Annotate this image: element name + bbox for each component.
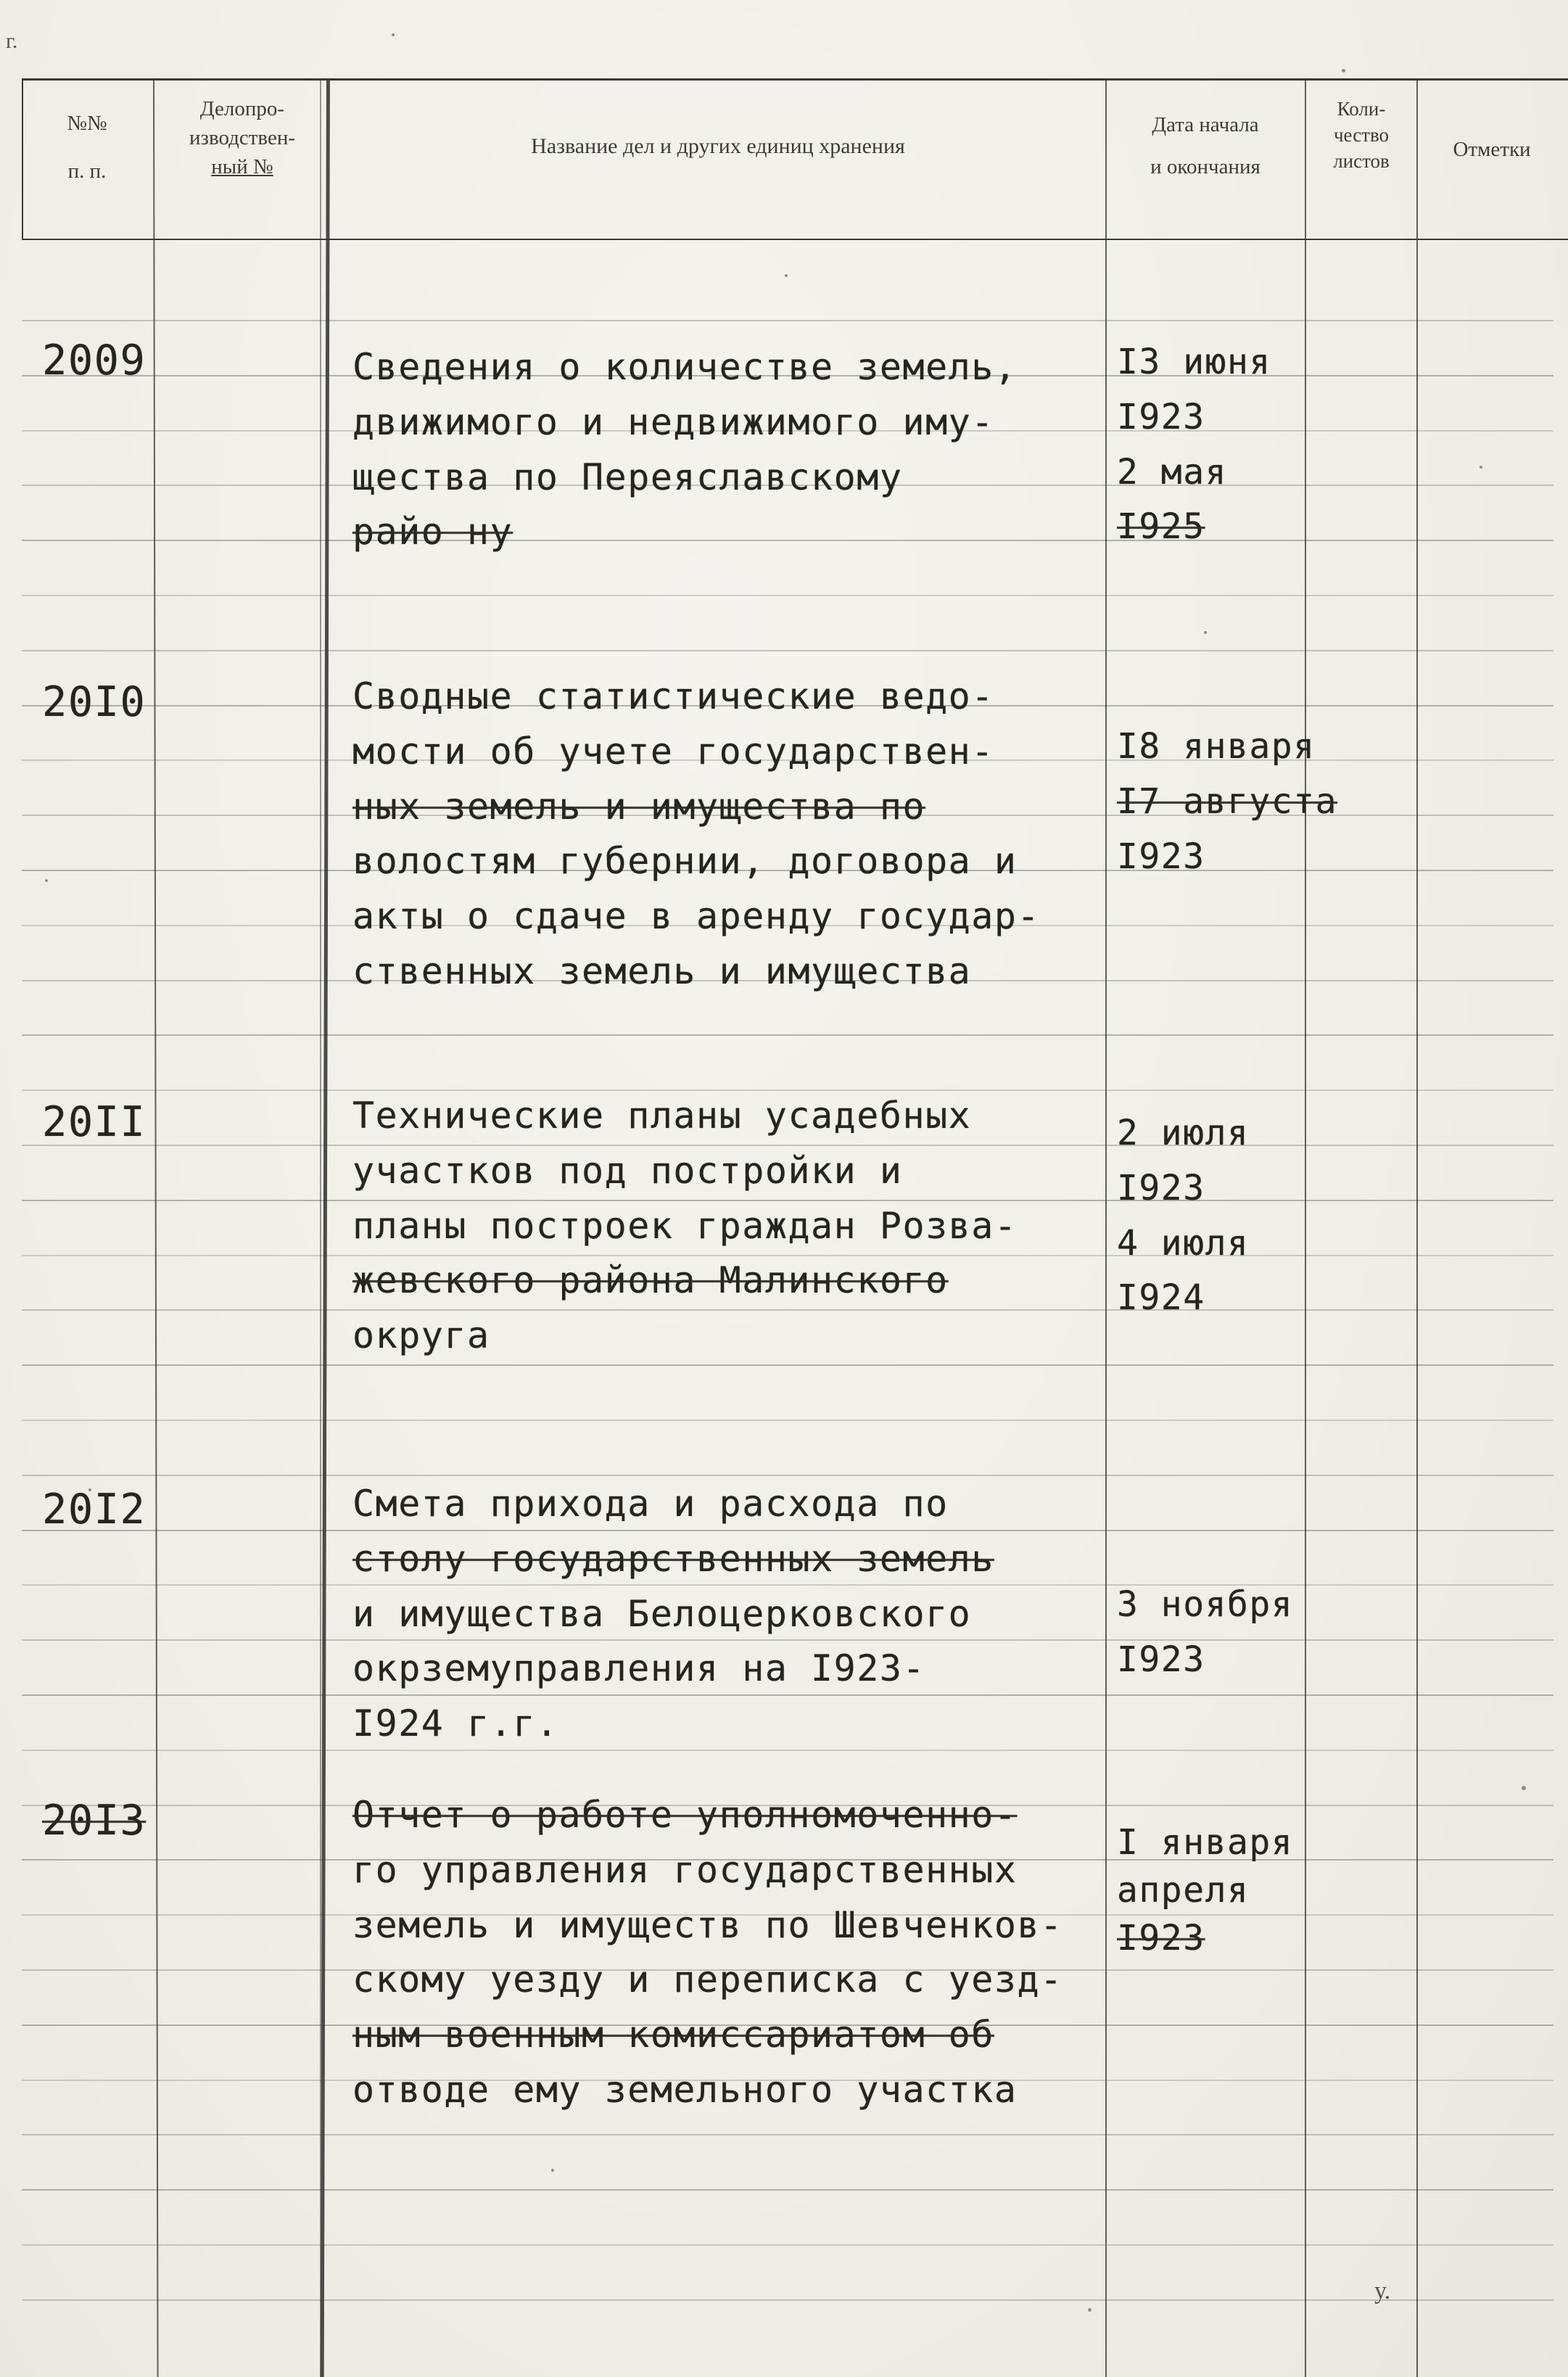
- ruled-line: [22, 2244, 1553, 2246]
- entry-title-line: Сводные статистические ведо-: [352, 675, 994, 717]
- paper-speck: [45, 879, 48, 882]
- entry-number: 2009: [42, 337, 147, 384]
- header-text: и окончания: [1150, 155, 1260, 178]
- entry-title-line: щества по Переяславскому: [352, 456, 903, 498]
- paper-speck: [1204, 631, 1207, 634]
- entry-title-line: I924 г.г.: [352, 1702, 559, 1745]
- header-text: Название дел и других единиц хранения: [531, 134, 905, 158]
- ruled-line: [22, 1034, 1553, 1036]
- header-bottom-border: [22, 239, 1568, 240]
- entry-title-line: ных земель и имущества по: [352, 785, 926, 828]
- header-col-dates: [1113, 110, 1298, 181]
- entry-title-line: райо ну: [352, 511, 513, 553]
- stray-mark-bottom-right: у.: [1374, 2278, 1391, 2304]
- entry-title-line: округа: [352, 1314, 490, 1357]
- entry-number: 20II: [42, 1098, 147, 1146]
- ruled-line: [22, 2134, 1553, 2135]
- entry-title-line: Смета прихода и расхода по: [352, 1483, 949, 1525]
- header-text: Дата начала: [1152, 113, 1259, 136]
- entry-date-line: I924: [1117, 1277, 1205, 1319]
- entry-date-line: I923: [1117, 1639, 1205, 1680]
- header-text: чество: [1333, 124, 1390, 146]
- entry-date-line: 2 мая: [1117, 451, 1227, 493]
- ruled-line: [22, 595, 1553, 596]
- entry-title-line: Отчет о работе уполномоченно-: [352, 1794, 1018, 1836]
- paper-speck: [1522, 1786, 1526, 1790]
- header-text: п. п.: [67, 160, 107, 183]
- header-text: Делопро-: [199, 97, 285, 120]
- entry-title-line: земель и имуществ по Шевченков-: [352, 1903, 1063, 1946]
- entry-date-line: I3 июня: [1117, 342, 1271, 382]
- entry-title-line: ным военным комиссариатом об: [352, 2014, 994, 2056]
- ruled-line: [22, 1420, 1553, 1421]
- entry-title-line: движимого и недвижимого иму-: [352, 400, 994, 443]
- entry-number: 20I0: [42, 678, 147, 726]
- table-left-border: [22, 80, 23, 240]
- paper-speck: [551, 2169, 554, 2172]
- entry-date-line: I7 августа: [1117, 780, 1337, 822]
- entry-title-line: Технические планы усадебных: [352, 1095, 972, 1137]
- header-text: изводствен-: [189, 126, 295, 149]
- ruled-line: [22, 540, 1553, 541]
- entry-title-line: акты о сдаче в аренду государ-: [352, 895, 1041, 938]
- header-top-border: [22, 78, 1568, 81]
- entry-title-line: Сведения о количестве земель,: [352, 346, 1018, 388]
- header-text: Отметки: [1453, 138, 1531, 161]
- entry-title-line: и имущества Белоцерковского: [352, 1592, 972, 1635]
- entry-title-line: мости об учете государствен-: [352, 730, 994, 773]
- paper-speck: [1088, 2308, 1092, 2312]
- header-text: №№: [67, 112, 107, 135]
- ruled-line: [22, 1309, 1553, 1311]
- paper-speck: [1480, 466, 1482, 469]
- stray-mark-top-left: г.: [6, 29, 18, 53]
- ruled-line: [22, 320, 1553, 321]
- entry-date-line: I923: [1117, 1167, 1205, 1208]
- header-col-sheets: [1310, 96, 1413, 174]
- entry-title-line: планы построек граждан Розва-: [352, 1204, 1018, 1247]
- entry-date-line: I923: [1117, 836, 1205, 877]
- entry-title-line: жевского района Малинского: [352, 1259, 949, 1302]
- column-divider-dates: [1305, 80, 1306, 2377]
- column-divider-title: [1105, 80, 1107, 2377]
- entry-title-line: отводе ему земельного участка: [352, 2069, 1018, 2111]
- entry-title-line: ственных земель и имущества: [352, 950, 972, 992]
- paper-speck: [1342, 69, 1345, 73]
- ruled-line: [22, 2189, 1553, 2191]
- header-text: Коли-: [1337, 98, 1386, 120]
- paper-speck: [392, 33, 395, 36]
- ruled-line: [22, 2299, 1553, 2301]
- entry-title-line: столу государственных земель: [352, 1537, 994, 1580]
- entry-date-line: I8 января: [1117, 726, 1316, 767]
- header-col-notes: [1423, 135, 1561, 164]
- ruled-line: [22, 650, 1553, 651]
- entry-date-line: I923: [1117, 396, 1205, 437]
- entry-date-line: 3 ноября: [1117, 1584, 1294, 1625]
- entry-number: 20I2: [42, 1486, 147, 1533]
- header-col-office: [161, 94, 323, 181]
- entry-date-line: апреля: [1117, 1870, 1250, 1911]
- entry-date-line: I января: [1117, 1822, 1294, 1863]
- header-text: листов: [1333, 150, 1390, 172]
- header-text: ный №: [211, 155, 273, 178]
- ruled-line: [22, 1750, 1553, 1751]
- paper-speck: [785, 274, 788, 277]
- ruled-line: [22, 1364, 1553, 1366]
- column-divider-sheets: [1416, 80, 1418, 2377]
- entry-number: 20I3: [42, 1797, 147, 1845]
- entry-title-line: окрземуправления на I923-: [352, 1647, 926, 1690]
- entry-title-line: скому уезду и переписка с уезд-: [352, 1958, 1063, 2001]
- entry-title-line: волостям губернии, договора и: [352, 840, 1018, 883]
- entry-date-line: 4 июля: [1117, 1222, 1250, 1264]
- entry-date-line: I923: [1117, 1918, 1205, 1958]
- entry-date-line: 2 июля: [1117, 1113, 1250, 1153]
- header-col-title: [341, 132, 1095, 161]
- entry-title-line: участков под постройки и: [352, 1149, 903, 1192]
- header-col-number: [25, 109, 149, 186]
- entry-date-line: I925: [1117, 506, 1205, 548]
- entry-title-line: го управления государственных: [352, 1848, 1018, 1891]
- ruled-line: [22, 1475, 1553, 1476]
